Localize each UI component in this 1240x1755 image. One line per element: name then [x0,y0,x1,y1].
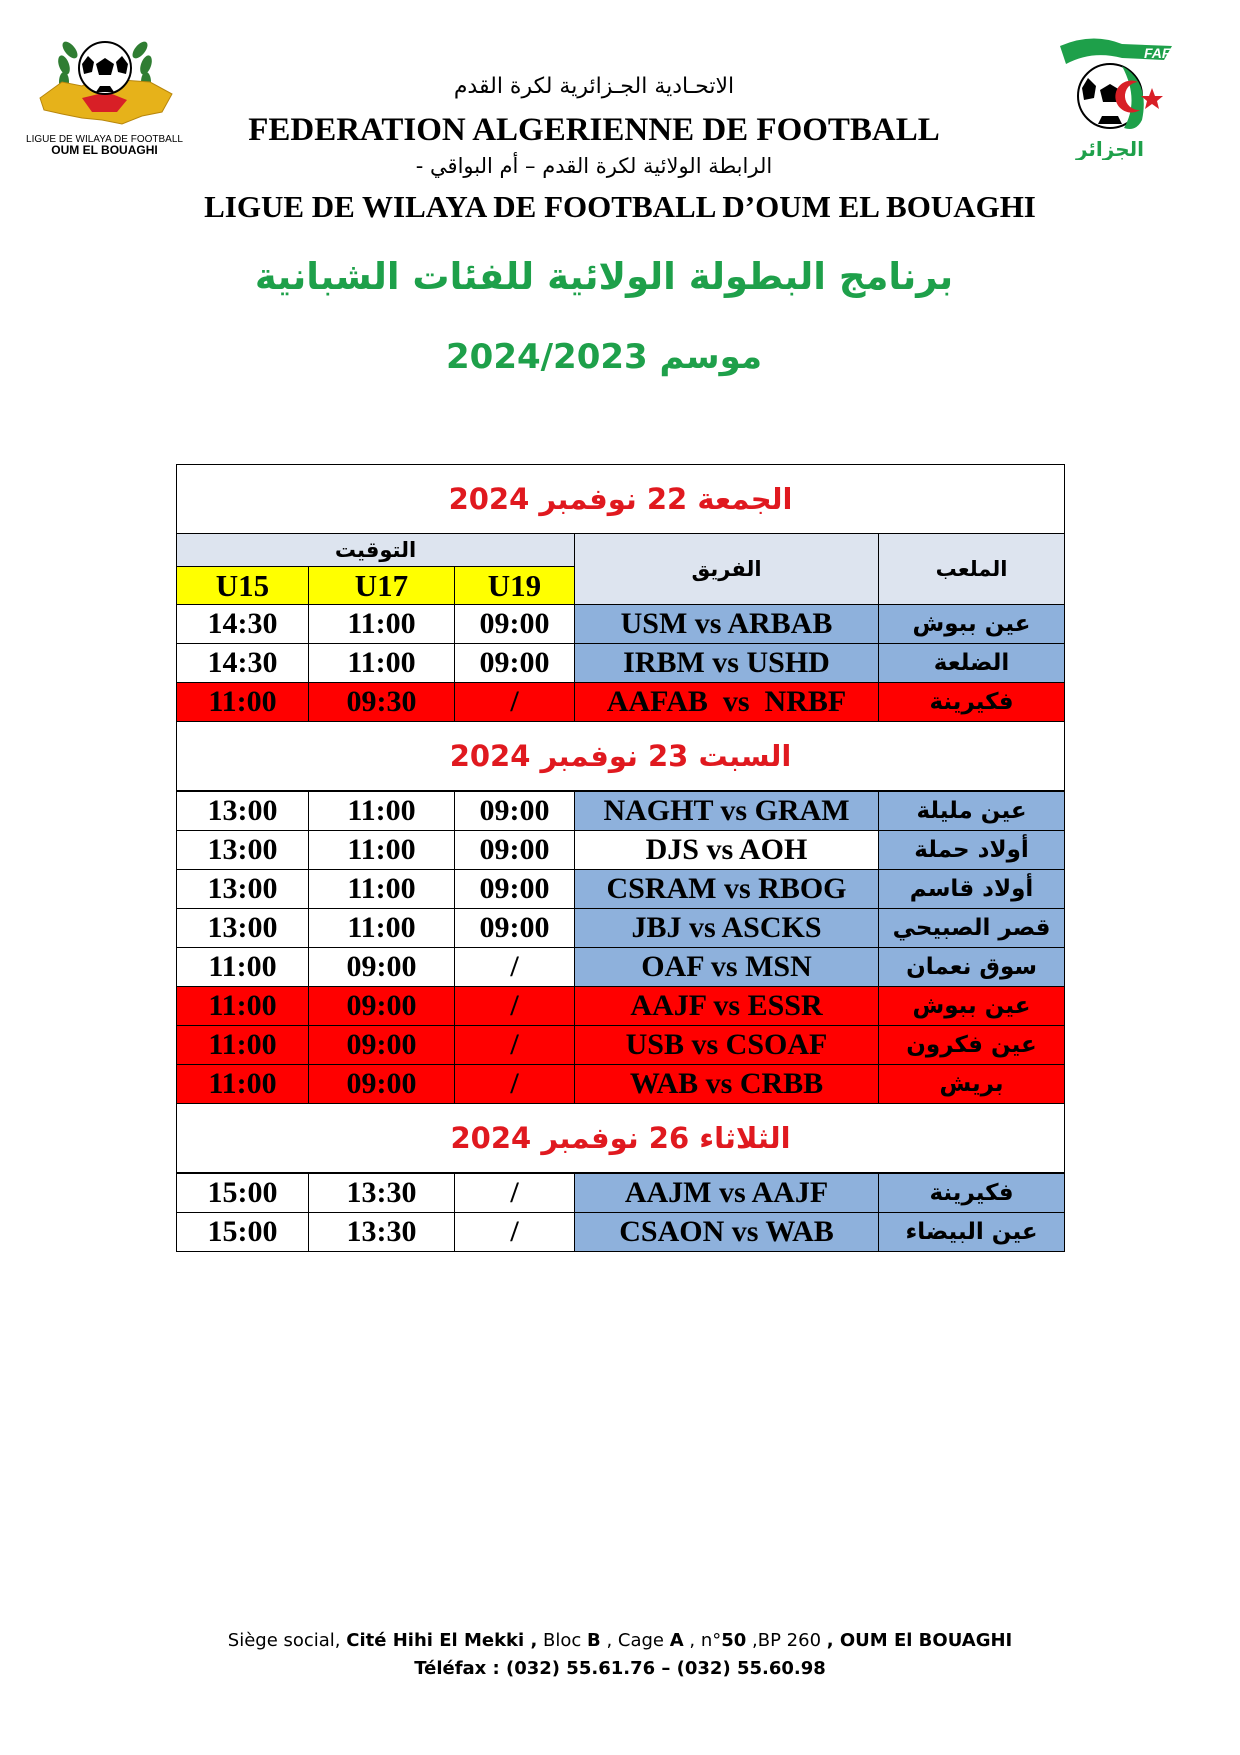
match-teams: AAFAB vs NRBF [575,683,879,722]
stadium-name: أولاد حملة [879,831,1065,870]
stadium-name: عين ببوش [879,987,1065,1026]
match-row [177,792,1065,831]
u15-time: 13:00 [177,870,309,909]
footer-address [0,1630,1240,1651]
footer-address-part: , Cage [600,1630,670,1651]
match-row [177,831,1065,870]
u17-time: 09:00 [309,1065,455,1104]
u19-time: 09:00 [455,831,575,870]
u19-time: / [455,987,575,1026]
match-row [177,1174,1065,1213]
stadium-name: فكيرينة [879,1174,1065,1213]
faf-arabic-text: الجزائر [1075,137,1145,160]
footer-telefax: Téléfax : (032) 55.61.76 – (032) 55.60.98 [414,1658,826,1679]
u19-time: 09:00 [455,909,575,948]
u17-time: 09:30 [309,683,455,722]
timing-header: التوقيت [177,534,575,567]
match-row [177,870,1065,909]
day-title: الجمعة 22 نوفمبر 2024 [177,465,1065,534]
french-league-title: LIGUE DE WILAYA DE FOOTBALL D’OUM EL BOUAGHI [204,189,1036,224]
schedule-table [176,464,1065,1252]
u19-time: / [455,1026,575,1065]
match-teams: USB vs CSOAF [575,1026,879,1065]
u17-time: 13:30 [309,1174,455,1213]
schedule-body [177,465,1065,1252]
u15-time: 11:00 [177,948,309,987]
u19-time: 09:00 [455,870,575,909]
u17-header: U17 [309,567,455,605]
match-row [177,683,1065,722]
french-federation-title: FEDERATION ALGERIENNE DE FOOTBALL [248,112,940,148]
match-teams: USM vs ARBAB [575,605,879,644]
league-logo-caption-1: LIGUE DE WILAYA DE FOOTBALL [26,134,183,145]
match-teams: DJS vs AOH [575,831,879,870]
footer-address-part: A [669,1630,684,1651]
faf-logo-text: FAF [1144,45,1171,61]
match-row [177,948,1065,987]
u15-time: 11:00 [177,1026,309,1065]
footer-address-part: , n° [683,1630,722,1651]
stadium-name: بريش [879,1065,1065,1104]
u19-time: / [455,1065,575,1104]
u17-time: 11:00 [309,792,455,831]
u17-time: 09:00 [309,987,455,1026]
match-row [177,1026,1065,1065]
match-teams: AAJF vs ESSR [575,987,879,1026]
league-logo-caption-2: OUM EL BOUAGHI [51,143,158,157]
footer-address-part: , OUM El BOUAGHI [826,1630,1013,1651]
match-row [177,1065,1065,1104]
stadium-name: عين فكرون [879,1026,1065,1065]
stadium-name: فكيرينة [879,683,1065,722]
match-row [177,644,1065,683]
stadium-name: عين ببوش [879,605,1065,644]
stadium-name: قصر الصبيحي [879,909,1065,948]
match-teams: AAJM vs AAJF [575,1174,879,1213]
day-header-row [177,722,1065,791]
u19-time: 09:00 [455,644,575,683]
u19-time: 09:00 [455,605,575,644]
u15-time: 14:30 [177,644,309,683]
season-title: موسم 2024/2023 [446,337,762,377]
u15-time: 11:00 [177,1065,309,1104]
u15-time: 13:00 [177,909,309,948]
footer-address-part: 50 [721,1630,747,1651]
u19-time: / [455,1174,575,1213]
footer-address-part: ,BP 260 [746,1630,827,1651]
u19-time: / [455,1213,575,1252]
match-teams: WAB vs CRBB [575,1065,879,1104]
match-row [177,605,1065,644]
column-header-row [177,534,1065,567]
stadium-header: الملعب [879,534,1065,605]
stadium-name: عين البيضاء [879,1213,1065,1252]
match-teams: OAF vs MSN [575,948,879,987]
match-teams: NAGHT vs GRAM [575,792,879,831]
match-teams: CSRAM vs RBOG [575,870,879,909]
u15-time: 13:00 [177,831,309,870]
u17-time: 09:00 [309,1026,455,1065]
u19-time: 09:00 [455,792,575,831]
stadium-name: الضلعة [879,644,1065,683]
u15-time: 15:00 [177,1174,309,1213]
stadium-name: سوق نعمان [879,948,1065,987]
u15-time: 11:00 [177,987,309,1026]
day-header-row [177,465,1065,534]
u19-header: U19 [455,567,575,605]
u15-time: 13:00 [177,792,309,831]
arabic-federation-title: الاتحـادية الجـزائرية لكرة القدم [453,74,735,99]
u15-time: 14:30 [177,605,309,644]
footer-address-part: B [586,1630,601,1651]
u17-time: 11:00 [309,605,455,644]
u15-time: 11:00 [177,683,309,722]
u17-time: 11:00 [309,831,455,870]
match-row [177,1213,1065,1252]
match-row [177,987,1065,1026]
u17-time: 11:00 [309,644,455,683]
u15-time: 15:00 [177,1213,309,1252]
u17-time: 09:00 [309,948,455,987]
u17-time: 11:00 [309,909,455,948]
day-header-row [177,1104,1065,1173]
footer-address-part: Bloc [537,1630,587,1651]
footer-address-part: Cité Hihi El Mekki , [346,1630,538,1651]
stadium-name: عين مليلة [879,792,1065,831]
match-teams: JBJ vs ASCKS [575,909,879,948]
u15-header: U15 [177,567,309,605]
program-title: برنامج البطولة الولائية للفئات الشبانية [254,255,954,298]
footer-address-part: Siège social, [227,1630,347,1651]
match-teams: IRBM vs USHD [575,644,879,683]
stadium-name: أولاد قاسم [879,870,1065,909]
u19-time: / [455,683,575,722]
u19-time: / [455,948,575,987]
u17-time: 11:00 [309,870,455,909]
match-teams: CSAON vs WAB [575,1213,879,1252]
match-row [177,909,1065,948]
day-title: الثلاثاء 26 نوفمبر 2024 [177,1104,1065,1173]
day-title: السبت 23 نوفمبر 2024 [177,722,1065,791]
team-header: الفريق [575,534,879,605]
u17-time: 13:30 [309,1213,455,1252]
arabic-league-title: الرابطة الولائية لكرة القدم – أم البواقي - [415,154,773,178]
